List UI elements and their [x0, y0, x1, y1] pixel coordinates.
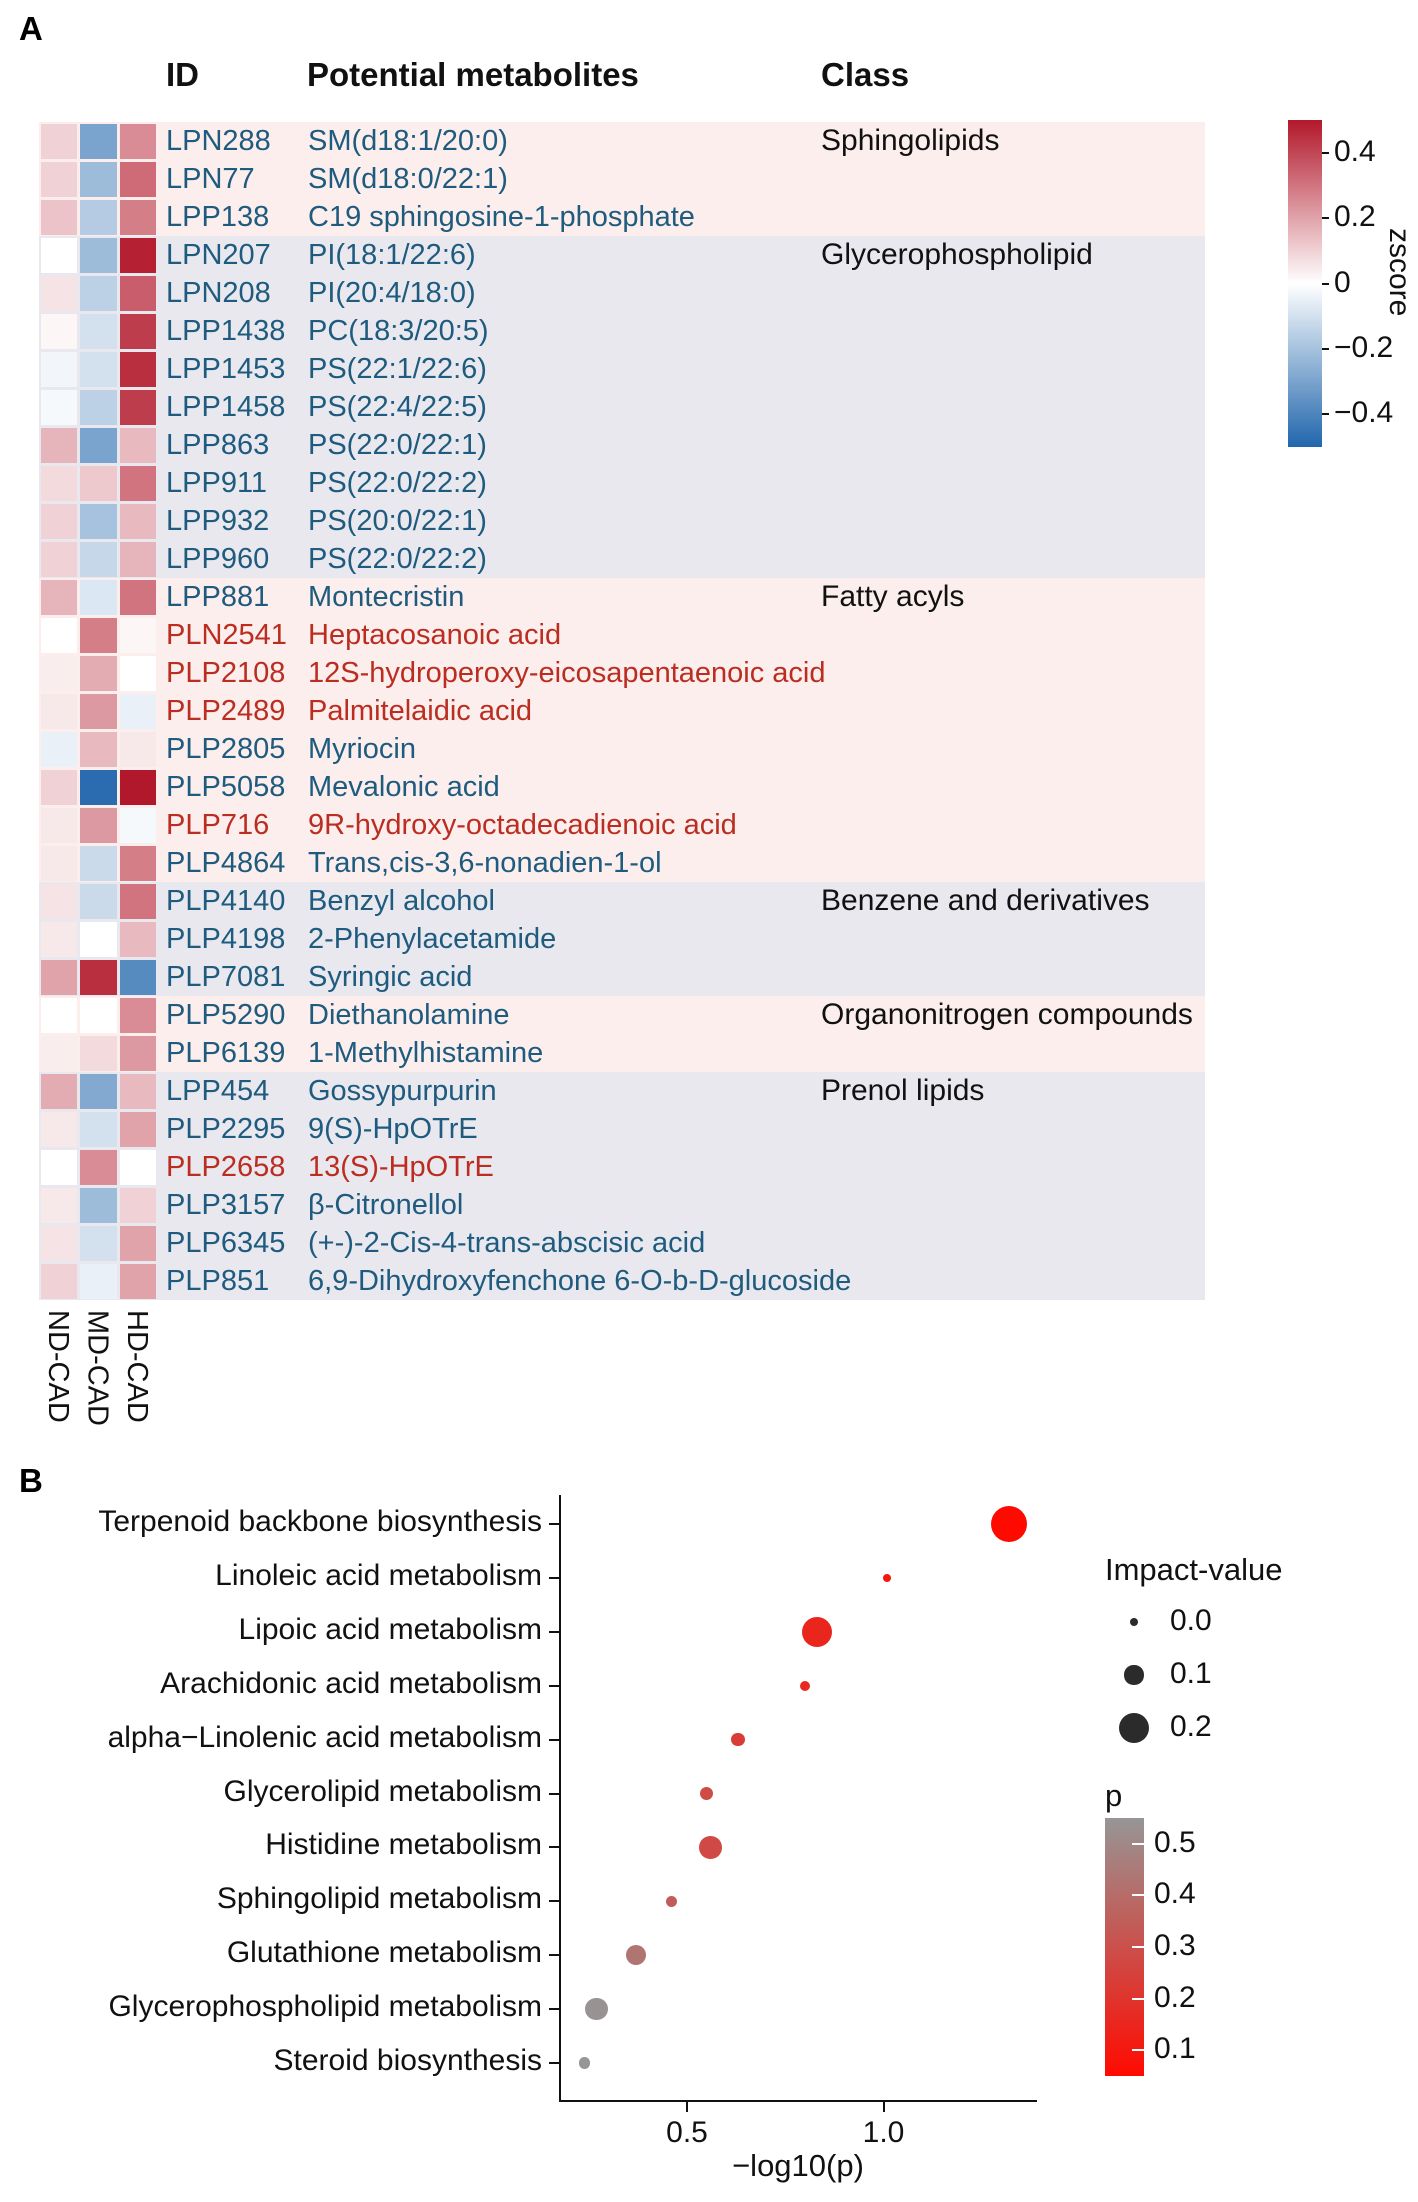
heatmap-cell: [41, 238, 78, 273]
p-tick-label: 0.5: [1154, 1825, 1196, 1859]
heatmap-cell: [41, 390, 78, 425]
metabolite-id: PLP2658: [166, 1151, 286, 1183]
pathway-label: Steroid biosynthesis: [273, 2044, 542, 2077]
p-tick-mark: [1132, 1894, 1144, 1896]
heatmap-cell: [80, 1112, 117, 1147]
metabolite-id: LPN77: [166, 163, 255, 195]
heatmap-cell: [41, 428, 78, 463]
pathway-dot: [626, 1945, 646, 1965]
zscore-tick-mark: [1322, 217, 1329, 219]
metabolite-name: 13(S)-HpOTrE: [308, 1151, 494, 1183]
pathway-dot: [585, 1998, 608, 2021]
y-axis-tick: [549, 1900, 559, 1902]
zscore-tick-label: −0.2: [1334, 330, 1394, 364]
heatmap-cell: [41, 504, 78, 539]
p-tick-mark: [1132, 1998, 1144, 2000]
pathway-dot: [579, 2057, 590, 2068]
metabolite-name: PI(20:4/18:0): [308, 277, 476, 309]
heatmap-cell: [120, 238, 157, 273]
heatmap-cell: [41, 1150, 78, 1185]
heatmap-cell: [80, 580, 117, 615]
pathway-label: Lipoic acid metabolism: [238, 1612, 542, 1646]
p-tick-mark: [1132, 1946, 1144, 1948]
heatmap-cell: [80, 1226, 117, 1261]
heatmap-cell: [120, 998, 157, 1033]
y-axis-tick: [549, 2062, 559, 2064]
heatmap-cell: [41, 124, 78, 159]
p-tick-label: 0.2: [1154, 1980, 1196, 2014]
metabolite-name: SM(d18:0/22:1): [308, 163, 508, 195]
pathway-dot: [991, 1506, 1027, 1542]
metabolite-id: PLP6139: [166, 1037, 286, 1069]
metabolite-id: LPP881: [166, 581, 270, 613]
pathway-dot: [731, 1733, 745, 1747]
zscore-tick-mark: [1322, 152, 1329, 154]
heatmap-cell: [80, 1036, 117, 1071]
column-header-metabolites: Potential metabolites: [307, 56, 639, 93]
heatmap-row: [39, 502, 1205, 540]
impact-legend-dot: [1130, 1618, 1138, 1626]
metabolite-name: PS(22:0/22:2): [308, 543, 487, 575]
metabolite-name: PS(20:0/22:1): [308, 505, 487, 537]
metabolite-id: LPP1438: [166, 315, 286, 347]
heatmap-cell: [41, 580, 78, 615]
heatmap-cell: [41, 846, 78, 881]
heatmap-cell: [41, 618, 78, 653]
column-header-class: Class: [821, 56, 910, 93]
heatmap-cell: [41, 1074, 78, 1109]
metabolite-name: C19 sphingosine-1-phosphate: [308, 201, 695, 233]
heatmap-row: [39, 464, 1205, 502]
heatmap-cell: [120, 1264, 157, 1299]
heatmap-row: [39, 768, 1205, 806]
metabolite-name: Mevalonic acid: [308, 771, 500, 803]
metabolite-id: LPP932: [166, 505, 270, 537]
heatmap-cell: [80, 314, 117, 349]
heatmap-cell: [41, 1112, 78, 1147]
p-tick-label: 0.4: [1154, 1877, 1196, 1911]
heatmap-cell: [120, 200, 157, 235]
metabolite-id: LPP454: [166, 1075, 270, 1107]
metabolite-id: LPN207: [166, 239, 271, 271]
heatmap-row: [39, 1110, 1205, 1148]
p-tick-mark: [1132, 1843, 1144, 1845]
metabolite-name: PC(18:3/20:5): [308, 315, 489, 347]
y-axis-line: [559, 1495, 561, 2102]
metabolite-id: PLP2108: [166, 657, 286, 689]
heatmap-cell: [80, 1150, 117, 1185]
x-axis-tick-label: 1.0: [862, 2116, 905, 2149]
metabolite-id: LPP960: [166, 543, 270, 575]
heatmap-cell: [80, 390, 117, 425]
x-axis-line: [559, 2100, 1037, 2102]
y-axis-tick: [549, 1793, 559, 1795]
heatmap-row: [39, 996, 1205, 1034]
y-axis-tick: [549, 1846, 559, 1848]
heatmap-row: [39, 312, 1205, 350]
heatmap-cell: [80, 694, 117, 729]
p-legend-title: p: [1105, 1778, 1123, 1813]
heatmap-row: [39, 426, 1205, 464]
y-axis-tick: [549, 1523, 559, 1525]
class-label: Sphingolipids: [821, 124, 1000, 157]
heatmap-cell: [120, 846, 157, 881]
metabolite-name: PS(22:0/22:1): [308, 429, 487, 461]
panel-a-label: A: [19, 10, 43, 47]
p-tick-label: 0.3: [1154, 1929, 1196, 1962]
metabolite-id: PLP4198: [166, 923, 286, 955]
heatmap-cell: [120, 1226, 157, 1261]
heatmap-cell: [120, 580, 157, 615]
heatmap-cell: [120, 732, 157, 767]
heatmap-cell: [120, 276, 157, 311]
metabolite-id: LPP1458: [166, 391, 286, 423]
heatmap-cell: [41, 884, 78, 919]
pathway-label: Terpenoid backbone biosynthesis: [98, 1505, 542, 1538]
metabolite-name: 12S-hydroperoxy-eicosapentaenoic acid: [308, 657, 826, 689]
zscore-tick-mark: [1322, 283, 1329, 285]
heatmap-cell: [80, 732, 117, 767]
heatmap-row: [39, 1224, 1205, 1262]
impact-legend-label: 0.1: [1170, 1657, 1212, 1690]
metabolite-name: Trans,cis-3,6-nonadien-1-ol: [308, 847, 662, 879]
heatmap-cell: [80, 656, 117, 691]
heatmap-cell: [120, 618, 157, 653]
heatmap: [39, 122, 1205, 1300]
heatmap-cell: [120, 808, 157, 843]
heatmap-cell: [80, 276, 117, 311]
metabolite-name: 2-Phenylacetamide: [308, 923, 557, 955]
x-axis-title: −log10(p): [732, 2148, 864, 2183]
heatmap-cell: [120, 124, 157, 159]
heatmap-cell: [41, 1188, 78, 1223]
heatmap-row: [39, 578, 1205, 616]
heatmap-row: [39, 236, 1205, 274]
heatmap-column-label: HD-CAD: [120, 1310, 153, 1423]
heatmap-cell: [80, 884, 117, 919]
heatmap-cell: [120, 960, 157, 995]
heatmap-cell: [41, 466, 78, 501]
zscore-tick-label: −0.4: [1334, 396, 1394, 430]
heatmap-cell: [80, 1264, 117, 1299]
heatmap-cell: [80, 808, 117, 843]
y-axis-tick: [549, 1954, 559, 1956]
heatmap-cell: [80, 200, 117, 235]
heatmap-row: [39, 122, 1205, 160]
p-tick-mark: [1132, 2049, 1144, 2051]
heatmap-cell: [80, 922, 117, 957]
metabolite-name: 6,9-Dihydroxyfenchone 6-O-b-D-glucoside: [308, 1265, 852, 1297]
heatmap-row: [39, 616, 1205, 654]
heatmap-row: [39, 540, 1205, 578]
pathway-label: Glutathione metabolism: [226, 1936, 542, 1970]
x-axis-tick: [883, 2102, 885, 2112]
heatmap-row: [39, 160, 1205, 198]
heatmap-row: [39, 1148, 1205, 1186]
heatmap-cell: [41, 922, 78, 957]
heatmap-cell: [41, 352, 78, 387]
heatmap-cell: [120, 390, 157, 425]
metabolite-id: PLP2295: [166, 1113, 286, 1145]
p-tick-label: 0.1: [1154, 2032, 1196, 2066]
heatmap-cell: [41, 542, 78, 577]
metabolite-id: PLP2489: [166, 695, 286, 727]
metabolite-name: Gossypurpurin: [308, 1075, 497, 1107]
pathway-label: Sphingolipid metabolism: [216, 1882, 542, 1916]
metabolite-name: Heptacosanoic acid: [308, 619, 562, 651]
pathway-label: Glycerolipid metabolism: [223, 1774, 542, 1808]
metabolite-id: LPP1453: [166, 353, 286, 385]
heatmap-cell: [80, 998, 117, 1033]
heatmap-cell: [41, 960, 78, 995]
pathway-dot: [800, 1681, 810, 1691]
heatmap-cell: [120, 770, 157, 805]
class-label: Organonitrogen compounds: [821, 998, 1193, 1031]
metabolite-name: Montecristin: [308, 581, 465, 613]
zscore-colorbar: [1288, 120, 1322, 447]
heatmap-row: [39, 920, 1205, 958]
heatmap-row: [39, 1072, 1205, 1110]
pathway-label: Linoleic acid metabolism: [215, 1558, 542, 1592]
metabolite-id: PLP5058: [166, 771, 286, 803]
class-label: Glycerophospholipid: [821, 238, 1093, 271]
heatmap-cell: [80, 1188, 117, 1223]
metabolite-id: PLP5290: [166, 999, 286, 1031]
y-axis-tick: [549, 1685, 559, 1687]
metabolite-name: PS(22:0/22:2): [308, 467, 487, 499]
heatmap-cell: [120, 466, 157, 501]
pathway-dot: [802, 1617, 832, 1647]
zscore-tick-mark: [1322, 413, 1329, 415]
metabolite-id: PLP7081: [166, 961, 286, 993]
pathway-label: Arachidonic acid metabolism: [160, 1666, 542, 1700]
heatmap-cell: [120, 428, 157, 463]
heatmap-cell: [41, 162, 78, 197]
heatmap-row: [39, 730, 1205, 768]
heatmap-cell: [120, 542, 157, 577]
heatmap-cell: [120, 1150, 157, 1185]
heatmap-cell: [120, 694, 157, 729]
metabolite-name: (+-)-2-Cis-4-trans-abscisic acid: [308, 1227, 706, 1259]
metabolite-name: PS(22:4/22:5): [308, 391, 487, 423]
heatmap-cell: [80, 124, 117, 159]
heatmap-cell: [80, 238, 117, 273]
heatmap-row: [39, 692, 1205, 730]
metabolite-name: 1-Methylhistamine: [308, 1037, 544, 1069]
heatmap-column-label: MD-CAD: [81, 1310, 114, 1426]
metabolite-name: Myriocin: [308, 733, 416, 765]
zscore-tick-label: 0: [1334, 265, 1351, 299]
heatmap-cell: [120, 1036, 157, 1071]
metabolite-name: Palmitelaidic acid: [308, 695, 533, 727]
heatmap-column-label: ND-CAD: [41, 1310, 74, 1423]
heatmap-cell: [41, 656, 78, 691]
metabolite-id: LPN288: [166, 125, 271, 157]
heatmap-cell: [80, 846, 117, 881]
heatmap-row: [39, 350, 1205, 388]
zscore-tick-mark: [1322, 348, 1329, 350]
impact-legend-dot: [1119, 1713, 1149, 1743]
heatmap-row: [39, 1034, 1205, 1072]
heatmap-row: [39, 1262, 1205, 1300]
heatmap-cell: [120, 884, 157, 919]
metabolite-name: SM(d18:1/20:0): [308, 125, 508, 157]
metabolite-id: LPN208: [166, 277, 271, 309]
impact-legend-label: 0.2: [1170, 1710, 1212, 1743]
impact-legend-label: 0.0: [1170, 1604, 1212, 1637]
metabolite-id: PLP2805: [166, 733, 286, 765]
heatmap-cell: [80, 352, 117, 387]
pathway-label: alpha−Linolenic acid metabolism: [107, 1720, 542, 1754]
heatmap-row: [39, 1186, 1205, 1224]
class-label: Fatty acyls: [821, 580, 965, 613]
metabolite-name: PI(18:1/22:6): [308, 239, 476, 271]
heatmap-row: [39, 274, 1205, 312]
heatmap-cell: [120, 922, 157, 957]
metabolite-id: PLP4140: [166, 885, 286, 917]
metabolite-name: Syringic acid: [308, 961, 473, 993]
heatmap-row: [39, 806, 1205, 844]
class-label: Prenol lipids: [821, 1074, 985, 1107]
metabolite-name: Diethanolamine: [308, 999, 510, 1031]
heatmap-cell: [120, 162, 157, 197]
metabolite-id: PLP3157: [166, 1189, 286, 1221]
heatmap-cell: [41, 1226, 78, 1261]
impact-legend-dot: [1124, 1665, 1143, 1684]
pathway-dot: [883, 1574, 891, 1582]
pathway-dot: [666, 1896, 677, 1907]
heatmap-cell: [41, 732, 78, 767]
heatmap-cell: [80, 466, 117, 501]
heatmap-cell: [80, 1074, 117, 1109]
heatmap-cell: [80, 504, 117, 539]
metabolite-id: PLP716: [166, 809, 270, 841]
pathway-label: Glycerophospholipid metabolism: [108, 1990, 542, 2024]
heatmap-row: [39, 654, 1205, 692]
heatmap-cell: [80, 618, 117, 653]
y-axis-tick: [549, 1631, 559, 1633]
x-axis-tick: [686, 2102, 688, 2112]
heatmap-cell: [41, 314, 78, 349]
pathway-dot: [700, 1787, 714, 1801]
heatmap-row: [39, 388, 1205, 426]
y-axis-tick: [549, 1577, 559, 1579]
heatmap-cell: [120, 1188, 157, 1223]
y-axis-tick: [549, 1739, 559, 1741]
metabolite-name: 9(S)-HpOTrE: [308, 1113, 478, 1145]
impact-legend-title: Impact-value: [1105, 1552, 1283, 1587]
heatmap-cell: [120, 504, 157, 539]
heatmap-cell: [41, 1036, 78, 1071]
metabolite-id: PLP4864: [166, 847, 286, 879]
zscore-colorbar-title: zscore: [1383, 228, 1416, 317]
heatmap-cell: [80, 162, 117, 197]
metabolite-id: LPP911: [166, 467, 268, 499]
heatmap-cell: [41, 808, 78, 843]
heatmap-cell: [80, 960, 117, 995]
heatmap-row: [39, 198, 1205, 236]
metabolite-name: β-Citronellol: [308, 1189, 464, 1221]
heatmap-cell: [120, 1112, 157, 1147]
class-label: Benzene and derivatives: [821, 884, 1150, 917]
metabolite-name: Benzyl alcohol: [308, 885, 495, 917]
metabolite-id: PLN2541: [166, 619, 287, 651]
metabolite-id: PLP851: [166, 1265, 270, 1297]
heatmap-cell: [41, 694, 78, 729]
heatmap-cell: [120, 656, 157, 691]
heatmap-cell: [80, 770, 117, 805]
heatmap-cell: [41, 1264, 78, 1299]
zscore-tick-label: 0.4: [1334, 134, 1376, 168]
panel-b-label: B: [19, 1462, 43, 1499]
x-axis-tick-label: 0.5: [666, 2116, 708, 2149]
heatmap-cell: [120, 352, 157, 387]
zscore-tick-label: 0.2: [1334, 200, 1376, 234]
heatmap-cell: [120, 314, 157, 349]
heatmap-cell: [41, 998, 78, 1033]
metabolite-id: PLP6345: [166, 1227, 286, 1259]
column-header-id: ID: [166, 56, 199, 93]
y-axis-tick: [549, 2008, 559, 2010]
heatmap-row: [39, 844, 1205, 882]
heatmap-cell: [41, 770, 78, 805]
heatmap-row: [39, 958, 1205, 996]
metabolite-name: 9R-hydroxy-octadecadienoic acid: [308, 809, 737, 841]
heatmap-cell: [41, 200, 78, 235]
heatmap-cell: [80, 428, 117, 463]
heatmap-cell: [80, 542, 117, 577]
metabolite-name: PS(22:1/22:6): [308, 353, 487, 385]
pathway-label: Histidine metabolism: [265, 1828, 542, 1862]
heatmap-cell: [120, 1074, 157, 1109]
metabolite-id: LPP138: [166, 201, 270, 233]
metabolite-id: LPP863: [166, 429, 270, 461]
pathway-dot: [699, 1836, 722, 1859]
heatmap-row: [39, 882, 1205, 920]
heatmap-cell: [41, 276, 78, 311]
